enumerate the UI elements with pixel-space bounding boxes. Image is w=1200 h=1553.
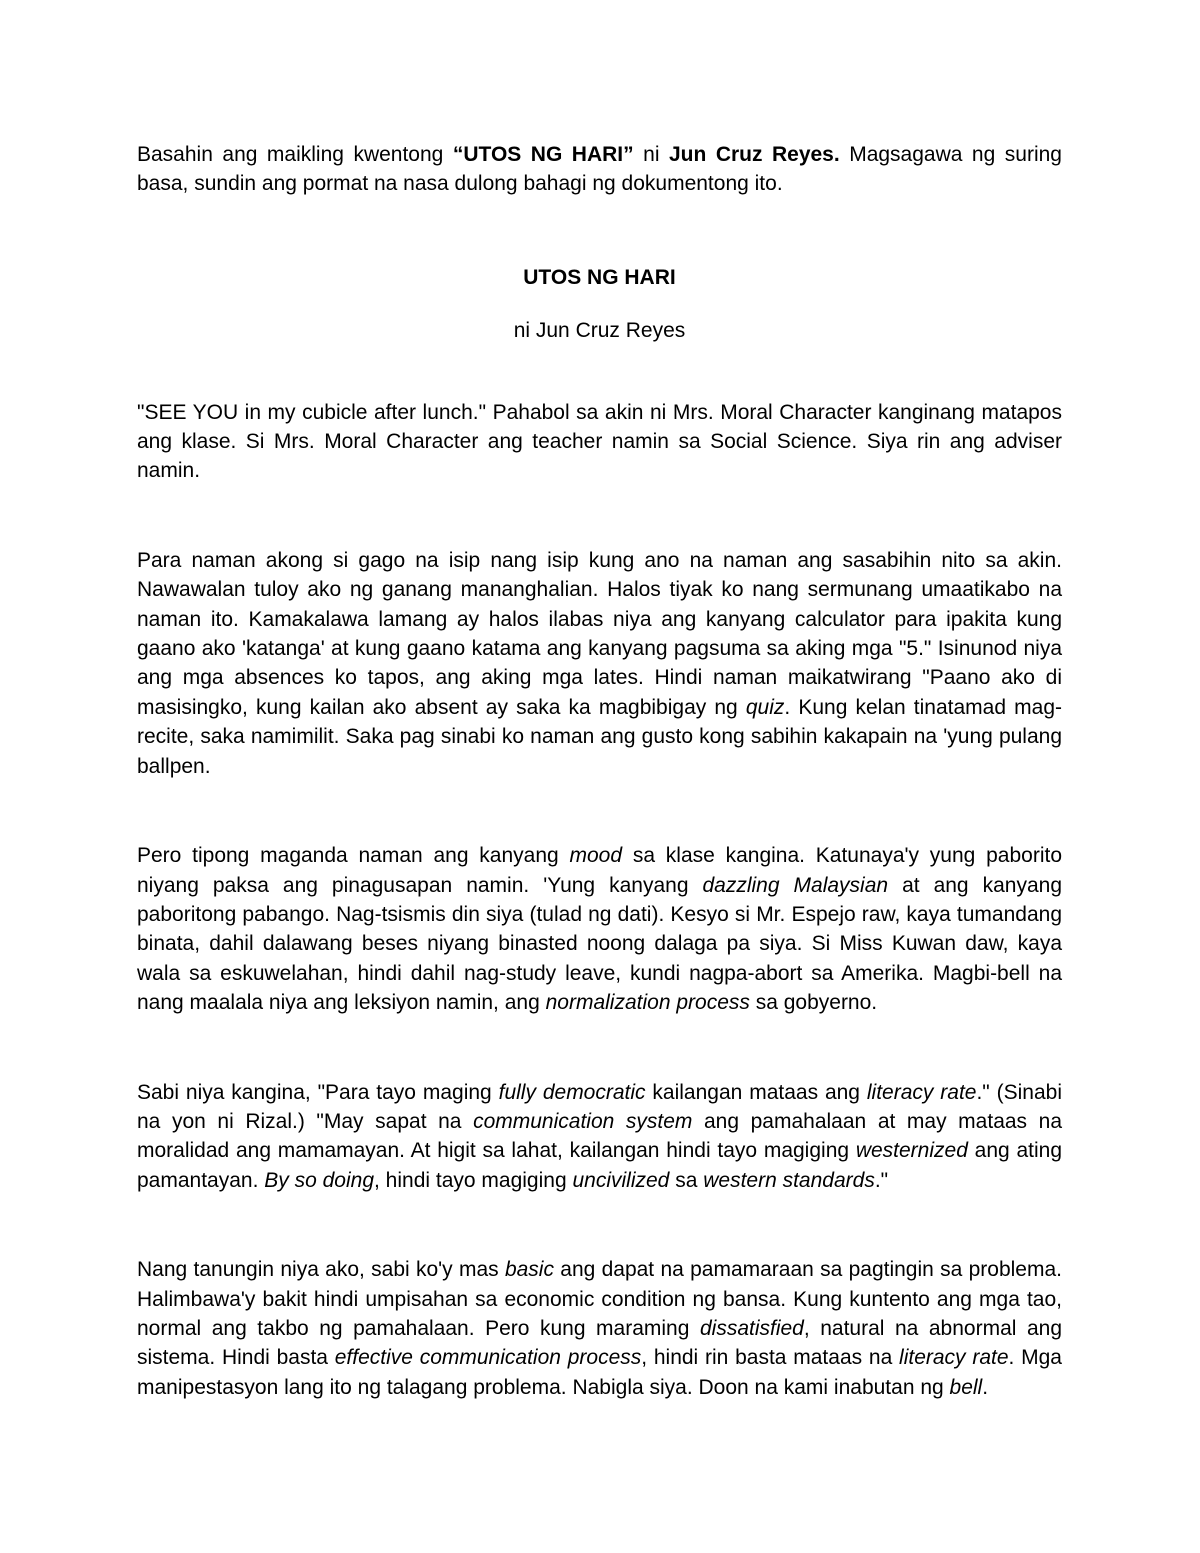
story-paragraph-3: Pero tipong maganda naman ang kanyang mood sa klase kangina. Katunaya'y yung paborito niyang paksa ang pinagusapan namin. 'Yung kanyang dazzling Malaysian at ang kanyang paboritong pabango. Nag-tsismis din siya (tulad ng dati). Kesyo si Mr. Espejo raw, kaya tumandang binata, dahil dalawang beses niyang binasted noong dalaga pa siya. Si Miss Kuwan daw, kaya wala sa eskuwelahan, hindi dahil nag-study leave, kundi nagpa-abort sa Amerika. Magbi-bell na nang maalala niya ang leksiyon namin, ang normalization process sa gobyerno.: [137, 844, 1063, 1015]
document-page: [137, 140, 1062, 1402]
story-paragraph-1: "SEE YOU in my cubicle after lunch." Pahabol sa akin ni Mrs. Moral Character kanginang matapos ang klase. Si Mrs. Moral Character ang teacher namin sa Social Science. Siya rin ang adviser namin.: [137, 400, 1062, 483]
story-title-quoted: “UTOS NG HARI”: [452, 143, 634, 166]
story-paragraph-2: Para naman akong si gago na isip nang isip kung ano na naman ang sasabihin nito sa akin. Nawawalan tuloy ako ng ganang mananghalian. Halos tiyak ko nang sermunang umaatikabo na naman ito. Kamakalawa lamang ay halos ilabas niya ang kanyang calculator para ipakita kung gaano ako 'katanga' at kung gaano katama ang kanyang pagsuma sa aking mga "5." Isinunod niya ang mga absences ko tapos, ang aking mga lates. Hindi naman maikatwirang "Paano ako di masisingko, kung kailan ako absent ay saka ka magbibigay ng quiz. Kung kelan tinatamad mag-recite, saka namimilit. Saka pag sinabi ko naman ang gusto kong sabihin kakapain na 'yung pulang ballpen.: [137, 548, 1062, 778]
story-byline: ni Jun Cruz Reyes: [513, 319, 686, 343]
instruction-paragraph: Basahin ang maikling kwentong “UTOS NG HARI” ni Jun Cruz Reyes. Magsagawa ng suring basa, sundin ang pormat na nasa dulong bahagi ng dokumentong ito.: [137, 143, 1062, 196]
story-paragraph-5: Nang tanungin niya ako, sabi ko'y mas basic ang dapat na pamamaraan sa pagtingin sa problema. Halimbawa'y bakit hindi umpisahan sa economic condition ng bansa. Kung kuntento ang mga tao, normal ang takbo ng pamahalaan. Pero kung maraming dissatisfied, natural na abnormal ang sistema. Hindi basta effective communication process, hindi rin basta mataas na literacy rate. Mga manipestasyon lang ito ng talagang problema. Nabigla siya. Doon na kami inabutan ng bell.: [137, 1258, 1063, 1399]
story-title: UTOS NG HARI: [523, 265, 676, 289]
author-name-bold: Jun Cruz Reyes.: [668, 143, 840, 166]
story-paragraph-4: Sabi niya kangina, "Para tayo maging fully democratic kailangan mataas ang literacy rate." (Sinabi na yon ni Rizal.) "May sapat na communication system ang pamahalaan at may mataas na moralidad ang mamamayan. At higit sa lahat, kailangan hindi tayo magiging westernized ang ating pamantayan. By so doing, hindi tayo magiging uncivilized sa western standards.": [137, 1080, 1063, 1192]
